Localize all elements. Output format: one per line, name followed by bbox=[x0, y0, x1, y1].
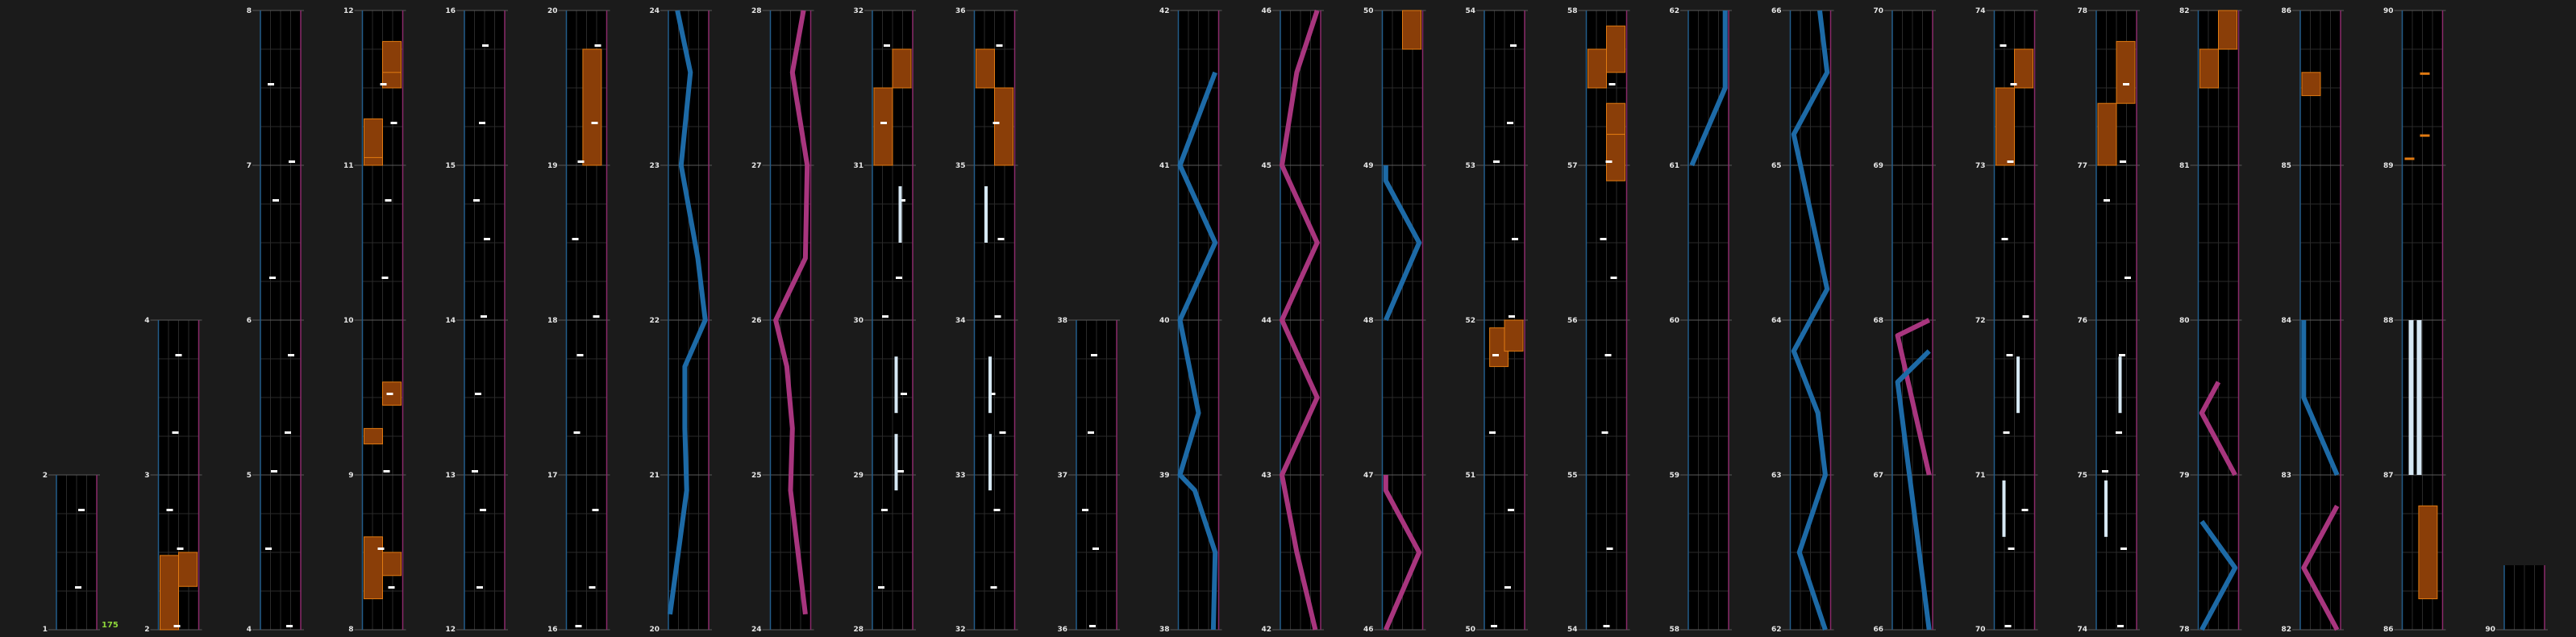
measure-column bbox=[1476, 10, 1528, 630]
measure-number: 18 bbox=[547, 317, 558, 325]
hold-note bbox=[583, 49, 601, 165]
measure-number: 45 bbox=[1261, 162, 1271, 170]
measure-number: 46 bbox=[1261, 7, 1271, 15]
tap-note bbox=[1600, 238, 1607, 240]
measure-column bbox=[48, 475, 100, 630]
hold-note bbox=[364, 537, 383, 599]
measure-number: 33 bbox=[955, 472, 966, 480]
measure-number: 6 bbox=[246, 317, 252, 325]
measure-number: 27 bbox=[751, 162, 762, 170]
tap-note bbox=[995, 315, 1001, 318]
tap-note bbox=[882, 315, 888, 318]
chord-note bbox=[2119, 356, 2122, 413]
measure-number: 16 bbox=[547, 626, 558, 634]
measure-number: 34 bbox=[955, 317, 966, 325]
tap-note bbox=[1493, 160, 1500, 163]
chord-note bbox=[895, 434, 898, 490]
tap-note bbox=[2011, 83, 2017, 85]
tap-note bbox=[78, 509, 85, 511]
tap-note bbox=[1507, 122, 1513, 124]
tap-note bbox=[884, 44, 890, 47]
tap-note bbox=[1512, 238, 1518, 240]
hold-note bbox=[2419, 506, 2437, 598]
tap-note bbox=[385, 199, 392, 202]
tap-note bbox=[896, 277, 902, 279]
tap-note bbox=[268, 83, 274, 85]
hold-note bbox=[1607, 26, 1625, 73]
tap-note bbox=[1489, 431, 1496, 434]
tap-note bbox=[1091, 354, 1097, 356]
measure-number: 49 bbox=[1363, 162, 1374, 170]
measure-number: 90 bbox=[2382, 7, 2394, 15]
tap-note bbox=[2007, 354, 2013, 356]
tap-note bbox=[593, 315, 600, 318]
measure-number: 4 bbox=[144, 317, 150, 325]
measure-number: 62 bbox=[1771, 626, 1782, 634]
measure-column bbox=[2395, 10, 2446, 630]
measure-column bbox=[2496, 565, 2548, 630]
tap-note bbox=[2124, 277, 2131, 279]
measure-column bbox=[1680, 10, 1732, 630]
measure-number: 77 bbox=[2077, 162, 2087, 170]
tap-note bbox=[481, 315, 487, 318]
measure-number: 21 bbox=[649, 472, 660, 480]
hold-note bbox=[893, 49, 911, 88]
tap-note bbox=[173, 431, 179, 434]
tap-note bbox=[381, 83, 387, 85]
measure-number: 12 bbox=[343, 7, 354, 15]
measure-number: 22 bbox=[649, 317, 660, 325]
tap-note bbox=[2102, 470, 2108, 473]
hold-note bbox=[2200, 49, 2219, 88]
measure-number: 7 bbox=[246, 162, 252, 170]
measure-number: 17 bbox=[547, 472, 558, 480]
measure-number: 54 bbox=[1465, 7, 1475, 15]
chord-note bbox=[2016, 356, 2020, 413]
tap-note bbox=[177, 547, 184, 550]
tap-note bbox=[482, 44, 489, 47]
tap-note bbox=[378, 547, 385, 550]
measure-number: 5 bbox=[246, 472, 252, 480]
hold-note bbox=[1996, 88, 2015, 165]
measure-number: 76 bbox=[2077, 317, 2087, 325]
tap-note bbox=[269, 277, 276, 279]
measure-column bbox=[2292, 10, 2344, 630]
tap-note bbox=[1509, 315, 1515, 318]
measure-column bbox=[355, 10, 406, 630]
measure-number: 20 bbox=[547, 7, 558, 15]
measure-number: 42 bbox=[1261, 626, 1271, 634]
measure-number: 79 bbox=[2179, 472, 2190, 480]
tap-note bbox=[1092, 547, 1099, 550]
tap-note bbox=[589, 586, 596, 589]
orange-tap bbox=[2420, 135, 2430, 137]
measure-number: 87 bbox=[2382, 472, 2394, 480]
tap-note bbox=[285, 431, 291, 434]
measure-number: 8 bbox=[246, 7, 252, 15]
tap-note bbox=[75, 586, 81, 589]
chord-note bbox=[899, 186, 902, 243]
measure-number: 46 bbox=[1363, 626, 1374, 634]
measure-number: 66 bbox=[1771, 7, 1782, 15]
measure-column bbox=[763, 10, 814, 630]
tap-note bbox=[1000, 431, 1006, 434]
measure-number: 26 bbox=[751, 317, 762, 325]
measure-number: 8 bbox=[348, 626, 354, 634]
measure-number: 38 bbox=[1159, 626, 1170, 634]
hold-note bbox=[364, 119, 383, 157]
tap-note bbox=[880, 122, 887, 124]
measure-number: 67 bbox=[1873, 472, 1883, 480]
measure-column bbox=[1783, 10, 1834, 630]
hold-note bbox=[874, 88, 893, 165]
tap-note bbox=[576, 625, 582, 627]
tap-note bbox=[993, 122, 1000, 124]
hold-note bbox=[383, 41, 402, 72]
measure-column bbox=[2191, 10, 2242, 630]
tap-note bbox=[1604, 625, 1610, 627]
measure-number: 65 bbox=[1771, 162, 1782, 170]
measure-number: 19 bbox=[547, 162, 558, 170]
tap-note bbox=[273, 199, 279, 202]
hold-note bbox=[2116, 41, 2135, 103]
measure-number: 58 bbox=[1567, 7, 1578, 15]
tap-note bbox=[1605, 354, 1612, 356]
measure-number: 78 bbox=[2077, 7, 2087, 15]
hold-note bbox=[383, 552, 402, 576]
measure-number: 89 bbox=[2382, 162, 2394, 170]
tap-note bbox=[384, 470, 390, 473]
measure-number: 70 bbox=[1975, 626, 1986, 634]
measure-number: 68 bbox=[1873, 317, 1883, 325]
measure-column bbox=[456, 10, 508, 630]
hold-note bbox=[160, 556, 179, 630]
tap-note bbox=[1082, 509, 1088, 511]
tap-note bbox=[991, 586, 997, 589]
measure-number: 50 bbox=[1363, 7, 1374, 15]
measure-number: 10 bbox=[343, 317, 354, 325]
tap-note bbox=[881, 509, 888, 511]
tap-note bbox=[176, 354, 182, 356]
tap-note bbox=[389, 586, 395, 589]
measure-number: 13 bbox=[445, 472, 456, 480]
tap-note bbox=[476, 586, 483, 589]
tap-note bbox=[574, 431, 581, 434]
measure-number: 20 bbox=[649, 626, 660, 634]
hold-note bbox=[179, 552, 198, 586]
measure-number: 32 bbox=[955, 626, 966, 634]
tap-note bbox=[167, 509, 173, 511]
measure-number: 63 bbox=[1771, 472, 1782, 480]
measure-number: 41 bbox=[1159, 162, 1170, 170]
measure-column bbox=[252, 10, 304, 630]
tap-note bbox=[2005, 625, 2012, 627]
measure-number: 74 bbox=[2077, 626, 2087, 634]
tap-note bbox=[577, 354, 584, 356]
tap-note bbox=[1492, 354, 1499, 356]
measure-number: 85 bbox=[2281, 162, 2291, 170]
tap-note bbox=[2000, 44, 2007, 47]
measure-number: 59 bbox=[1669, 472, 1679, 480]
measure-number: 30 bbox=[853, 317, 864, 325]
measure-number: 43 bbox=[1261, 472, 1271, 480]
hold-note bbox=[1504, 320, 1523, 351]
measure-number: 88 bbox=[2382, 317, 2394, 325]
measure-column bbox=[559, 10, 610, 630]
measure-column bbox=[151, 320, 202, 630]
tap-note bbox=[472, 470, 478, 473]
measure-number: 51 bbox=[1465, 472, 1475, 480]
tap-note bbox=[578, 160, 585, 163]
measure-column bbox=[1171, 10, 1222, 630]
tap-note bbox=[2117, 625, 2124, 627]
measure-column bbox=[1375, 10, 1426, 630]
orange-tap bbox=[2420, 73, 2430, 75]
measure-number: 81 bbox=[2179, 162, 2190, 170]
chord-note bbox=[2409, 320, 2414, 475]
measure-number: 57 bbox=[1567, 162, 1578, 170]
tap-note bbox=[2120, 547, 2127, 550]
tap-note bbox=[897, 470, 904, 473]
measure-column bbox=[1579, 10, 1630, 630]
chord-note bbox=[895, 356, 898, 413]
measure-number: 78 bbox=[2179, 626, 2190, 634]
measure-number: 42 bbox=[1159, 7, 1170, 15]
hold-note bbox=[995, 88, 1013, 165]
measure-number: 72 bbox=[1975, 317, 1986, 325]
tap-note bbox=[286, 625, 293, 627]
tap-note bbox=[1602, 431, 1608, 434]
tap-note bbox=[901, 393, 907, 395]
measure-number: 44 bbox=[1261, 317, 1271, 325]
measure-number: 82 bbox=[2179, 7, 2190, 15]
measure-number: 29 bbox=[853, 472, 864, 480]
hold-note bbox=[976, 49, 995, 88]
measure-number: 23 bbox=[649, 162, 660, 170]
measure-number: 1 bbox=[42, 626, 48, 634]
measure-number: 12 bbox=[445, 626, 456, 634]
tap-note bbox=[1611, 277, 1617, 279]
measure-column bbox=[1884, 10, 1936, 630]
measure-number: 54 bbox=[1567, 626, 1578, 634]
measure-number: 48 bbox=[1363, 317, 1374, 325]
hold-note bbox=[364, 428, 383, 443]
tap-note bbox=[2023, 315, 2029, 318]
measure-number: 4 bbox=[246, 626, 252, 634]
tap-note bbox=[1607, 547, 1613, 550]
measure-number: 82 bbox=[2281, 626, 2291, 634]
hold-note bbox=[2302, 73, 2320, 96]
measure-number: 66 bbox=[1873, 626, 1883, 634]
measure-number: 50 bbox=[1465, 626, 1475, 634]
tap-note bbox=[2002, 238, 2008, 240]
measure-number: 28 bbox=[751, 7, 762, 15]
hold-note bbox=[1607, 103, 1625, 134]
measure-number: 84 bbox=[2281, 317, 2291, 325]
tap-note bbox=[174, 625, 181, 627]
tap-note bbox=[289, 160, 295, 163]
measure-number: 53 bbox=[1465, 162, 1475, 170]
measure-number: 69 bbox=[1873, 162, 1883, 170]
hold-note bbox=[1607, 135, 1625, 181]
measure-number: 90 bbox=[2485, 626, 2495, 634]
measure-number: 39 bbox=[1159, 472, 1170, 480]
measure-number: 32 bbox=[853, 7, 864, 15]
tap-note bbox=[1089, 625, 1096, 627]
tap-note bbox=[1508, 509, 1514, 511]
measure-number: 83 bbox=[2281, 472, 2291, 480]
measure-number: 64 bbox=[1771, 317, 1782, 325]
tap-note bbox=[271, 470, 277, 473]
chord-note bbox=[988, 356, 992, 413]
tap-note bbox=[479, 122, 485, 124]
tap-note bbox=[2022, 509, 2029, 511]
measure-number: 55 bbox=[1567, 472, 1578, 480]
measure-number: 24 bbox=[649, 7, 660, 15]
measure-number: 75 bbox=[2077, 472, 2087, 480]
measure-number: 38 bbox=[1057, 317, 1067, 325]
chord-note bbox=[984, 186, 988, 243]
measure-number: 73 bbox=[1975, 162, 1986, 170]
measure-column bbox=[1987, 10, 2038, 630]
tap-note bbox=[593, 509, 599, 511]
tap-note bbox=[2119, 354, 2125, 356]
tap-note bbox=[2123, 83, 2129, 85]
tap-note bbox=[391, 122, 397, 124]
tap-note bbox=[2004, 431, 2010, 434]
hold-note bbox=[2219, 10, 2237, 49]
tap-note bbox=[2120, 160, 2126, 163]
measure-column bbox=[1272, 10, 1324, 630]
measure-number: 14 bbox=[445, 317, 456, 325]
tap-note bbox=[1606, 160, 1613, 163]
tap-note bbox=[2008, 160, 2014, 163]
measure-column bbox=[1068, 320, 1120, 630]
measure-number: 86 bbox=[2382, 626, 2394, 634]
measure-number: 40 bbox=[1159, 317, 1170, 325]
tap-note bbox=[265, 547, 272, 550]
hold-note bbox=[2098, 103, 2116, 165]
measure-number: 2 bbox=[42, 472, 48, 480]
tap-note bbox=[475, 393, 481, 395]
measure-number: 2 bbox=[144, 626, 150, 634]
measure-number: 37 bbox=[1057, 472, 1067, 480]
tap-note bbox=[1504, 586, 1511, 589]
tap-note bbox=[1510, 44, 1517, 47]
measure-number: 86 bbox=[2281, 7, 2291, 15]
measure-number: 62 bbox=[1669, 7, 1679, 15]
tap-note bbox=[387, 393, 393, 395]
measure-number: 56 bbox=[1567, 317, 1578, 325]
chord-note bbox=[2104, 481, 2108, 537]
tap-note bbox=[1609, 83, 1616, 85]
measure-number: 71 bbox=[1975, 472, 1986, 480]
tap-note bbox=[2104, 199, 2110, 202]
measure-number: 3 bbox=[144, 472, 150, 480]
orange-tap bbox=[2405, 157, 2415, 160]
measure-number: 61 bbox=[1669, 162, 1679, 170]
measure-number: 47 bbox=[1363, 472, 1374, 480]
measure-number: 31 bbox=[853, 162, 864, 170]
tap-note bbox=[997, 44, 1003, 47]
measure-number: 52 bbox=[1465, 317, 1475, 325]
measure-number: 58 bbox=[1669, 626, 1679, 634]
measure-number: 15 bbox=[445, 162, 456, 170]
chord-note bbox=[2417, 320, 2422, 475]
measure-number: 9 bbox=[348, 472, 354, 480]
tap-note bbox=[998, 238, 1005, 240]
measure-number: 25 bbox=[751, 472, 762, 480]
measure-number: 24 bbox=[751, 626, 762, 634]
measure-number: 80 bbox=[2179, 317, 2190, 325]
tap-note bbox=[2116, 431, 2122, 434]
measure-number: 74 bbox=[1975, 7, 1986, 15]
measure-number: 60 bbox=[1669, 317, 1679, 325]
tap-note bbox=[572, 238, 579, 240]
hold-note bbox=[1403, 10, 1421, 49]
measure-column bbox=[864, 10, 916, 630]
tap-note bbox=[382, 277, 389, 279]
tap-note bbox=[1491, 625, 1497, 627]
measure-column bbox=[660, 10, 712, 630]
tap-note bbox=[592, 122, 598, 124]
tap-note bbox=[2008, 547, 2015, 550]
measure-number: 36 bbox=[955, 7, 966, 15]
tap-note bbox=[595, 44, 601, 47]
tap-note bbox=[878, 586, 884, 589]
measure-number: 35 bbox=[955, 162, 966, 170]
hold-note bbox=[1588, 49, 1607, 88]
measure-column bbox=[2088, 10, 2140, 630]
chord-note bbox=[2003, 481, 2006, 537]
measure-column bbox=[967, 10, 1018, 630]
tap-note bbox=[484, 238, 490, 240]
tap-note bbox=[480, 509, 486, 511]
tap-note bbox=[473, 199, 480, 202]
measure-number: 70 bbox=[1873, 7, 1883, 15]
combo-counter: 175 bbox=[102, 621, 119, 630]
tap-note bbox=[994, 509, 1001, 511]
measure-number: 16 bbox=[445, 7, 456, 15]
chord-note bbox=[988, 434, 992, 490]
measure-number: 28 bbox=[853, 626, 864, 634]
tap-note bbox=[1088, 431, 1094, 434]
measure-number: 11 bbox=[343, 162, 354, 170]
measure-number: 36 bbox=[1057, 626, 1067, 634]
hold-note bbox=[2015, 49, 2033, 88]
tap-note bbox=[288, 354, 294, 356]
